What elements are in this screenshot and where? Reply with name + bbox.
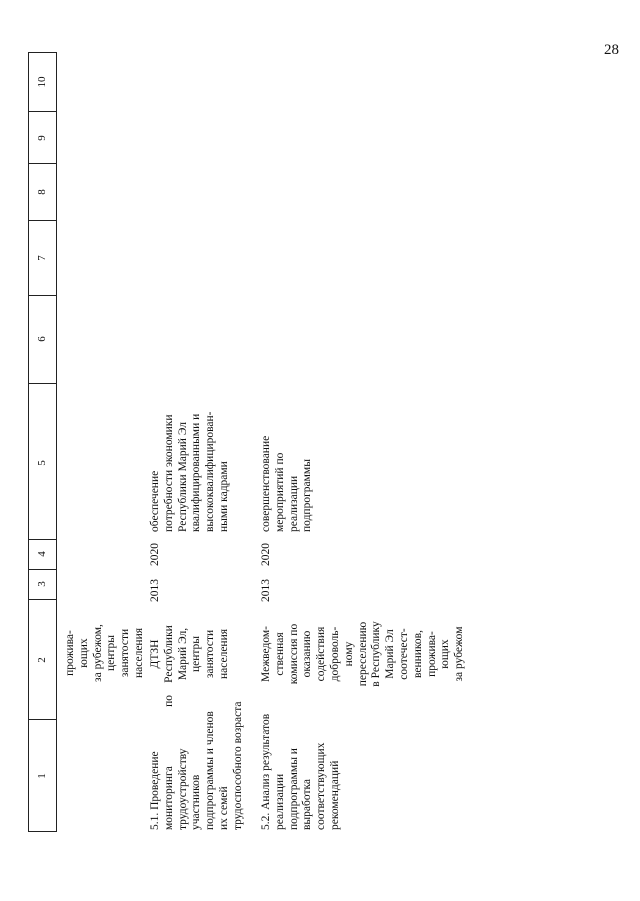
row2-start-year: 2013 (260, 579, 272, 602)
row1-col1-line (163, 695, 177, 830)
row1-col5-line: ными кадрами (217, 461, 230, 532)
row2-end-year: 2020 (260, 543, 272, 566)
table (28, 52, 600, 832)
row1-col2-line: ДТЗН (149, 639, 161, 669)
header-bottom-rule (56, 52, 57, 832)
row2-col2-line: Межведом- (260, 626, 272, 682)
row1-col5 (149, 392, 232, 532)
row2-col2-line: ющих (439, 639, 452, 669)
row2-col5 (260, 392, 315, 532)
col-sep-9 (28, 111, 56, 112)
row1-start-year: 2013 (149, 579, 161, 602)
col-header-1: 1 (36, 773, 48, 779)
row2-col2-line: комиссия по (287, 623, 300, 685)
row0-col2-line: занятости (119, 628, 132, 678)
row1-col1-line: трудоспособного возраста (231, 701, 244, 830)
row2-col2-line: доброволь- (328, 626, 341, 682)
col-header-4: 4 (36, 551, 48, 557)
row0-col2-line: за рубежом, (91, 624, 104, 682)
row1-col5-line: обеспечение (149, 470, 161, 532)
row1-col1-text: мониторинга (162, 766, 175, 830)
row1-end-year: 2020 (149, 543, 161, 566)
row2-col2-line: венников, (411, 630, 424, 678)
row1-col5-line: квалифицированными и (190, 413, 203, 532)
row1-col1 (149, 695, 246, 830)
row0-col2-line: ющих (77, 638, 90, 668)
row2-col2-line: ственная (273, 632, 286, 676)
row2-col2-line: прожива- (425, 631, 438, 677)
col-header-7: 7 (36, 255, 48, 261)
row0-col2-line: прожива- (64, 630, 76, 676)
row2-col2-line: Марий Эл (384, 629, 397, 679)
row1-col5-line: Республики Марий Эл (176, 421, 189, 532)
row1-col5-line: высококвалифицирован- (204, 411, 217, 532)
row2-col5-line: подпрограммы (301, 459, 314, 532)
page-number: 28 (604, 42, 619, 58)
col-header-9: 9 (36, 135, 48, 141)
col-header-6: 6 (36, 336, 48, 342)
row2-col2-line: оказанию (301, 630, 314, 678)
row1-col2-line: центры (190, 635, 203, 673)
row2-col1-line: 5.2. Анализ результатов (260, 713, 272, 830)
col-sep-10 (28, 52, 56, 53)
row0-col2-line: населения (132, 627, 145, 679)
row2-col2-line: за рубежом (453, 626, 466, 682)
row1-col1-text: по (162, 695, 175, 707)
row1-col1-line: 5.1. Проведение (149, 751, 161, 830)
col-sep-6 (28, 295, 56, 296)
row1-col1-line: подпрограммы и членов (204, 711, 217, 830)
row1-col2-line: занятости (204, 629, 217, 679)
row0-col2-line: центры (105, 634, 118, 672)
row1-col5-line: потребности экономики (162, 414, 175, 532)
row2-col1 (260, 695, 343, 830)
row2-col2-line: переселению (356, 621, 369, 687)
table-top-rule (28, 52, 29, 832)
row2-col1-line: реализации (273, 773, 286, 830)
col-sep-0 (28, 831, 56, 832)
row2-col1-line: подпрограммы и (287, 748, 300, 830)
row2-col5-text: мероприятий по (273, 452, 286, 532)
row2-col5-line: совершенствование (260, 435, 272, 532)
col-sep-8 (28, 163, 56, 164)
col-header-2: 2 (36, 657, 48, 663)
row1-col2 (149, 612, 232, 696)
row1-col1-line: участников (190, 774, 203, 830)
col-sep-7 (28, 220, 56, 221)
row1-col1-line: их семей (217, 786, 230, 830)
row1-col2-line: Марий Эл, (176, 627, 189, 681)
col-header-3: 3 (36, 581, 48, 587)
row1-col1-line: трудоустройству (176, 748, 189, 830)
row2-col2-line: в Республику (370, 621, 383, 687)
row2-col1-line: выработка (301, 778, 314, 830)
row2-col2-line: содействия (315, 626, 328, 682)
col-header-8: 8 (36, 189, 48, 195)
col-sep-5 (28, 383, 56, 384)
row1-col2-line: Республики (162, 625, 175, 683)
row2-col1-line: соответствующих (315, 742, 328, 830)
row2-col5-line (274, 392, 288, 532)
row2-col1-line: рекомендаций (328, 760, 341, 830)
row2-col2 (260, 612, 467, 696)
row2-col2-line: ному (342, 641, 355, 667)
row1-col2-line: населения (217, 628, 230, 680)
row2-col2-line: соотечест- (397, 628, 410, 680)
col-header-10: 10 (36, 76, 48, 88)
row0-col2 (64, 610, 147, 696)
row2-col5-line: реализации (287, 475, 300, 532)
col-sep-1 (28, 719, 56, 720)
col-header-5: 5 (36, 460, 48, 466)
